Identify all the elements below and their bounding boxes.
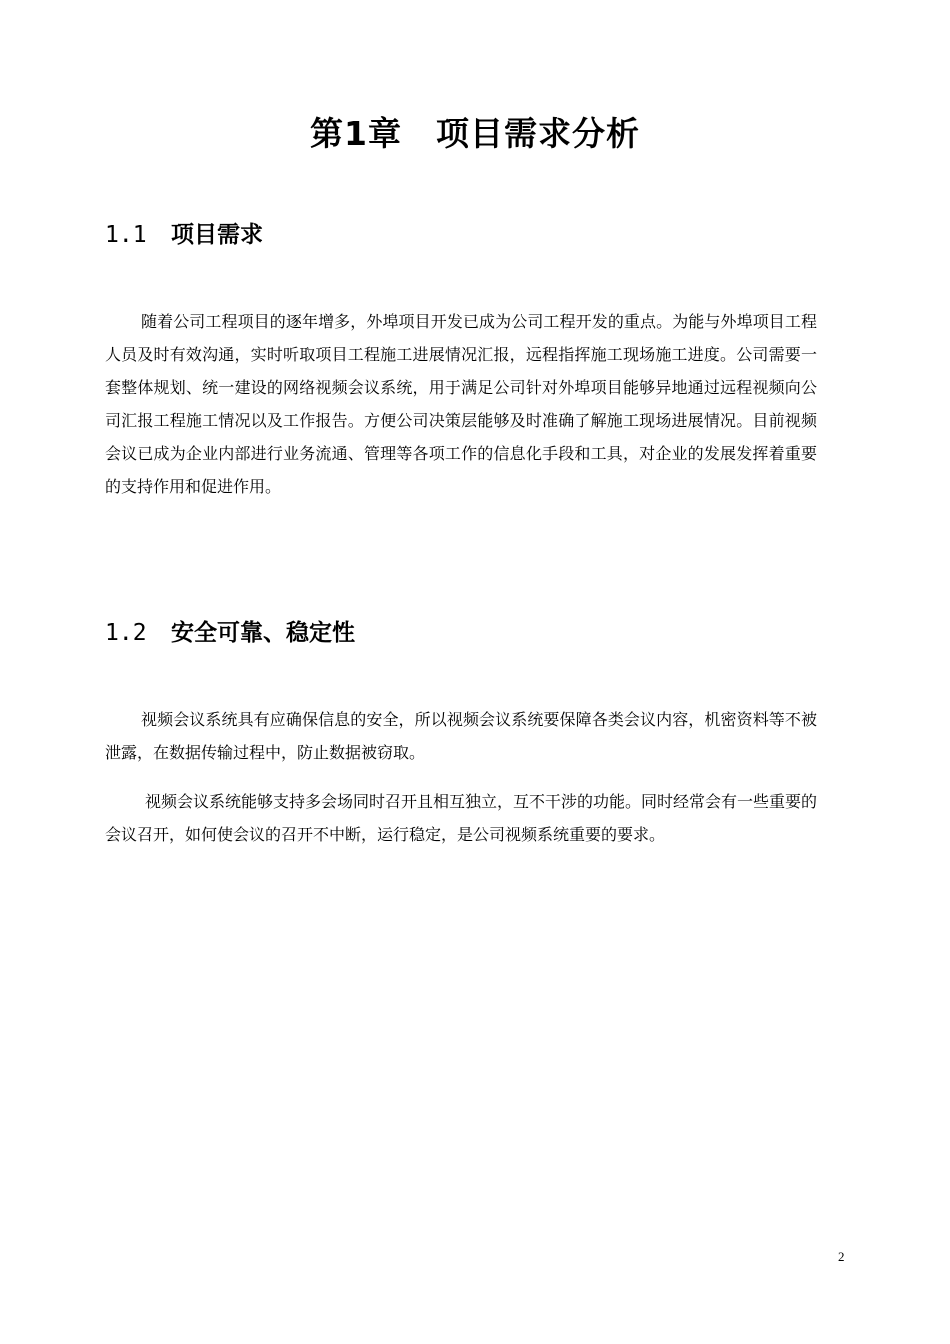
section-number: 1.1: [105, 222, 147, 248]
section-number: 1.2: [105, 620, 147, 646]
section-1-2-paragraph-1: 视频会议系统具有应确保信息的安全，所以视频会议系统要保障各类会议内容，机密资料等不被泄露，在数据传输过程中，防止数据被窃取。: [105, 710, 817, 762]
section-1-1-paragraph-1: 随着公司工程项目的逐年增多，外埠项目开发已成为公司工程开发的重点。为能与外埠项目工程人员及时有效沟通，实时听取项目工程施工进展情况汇报，远程指挥施工现场施工进度。公司需要一套整体规划、统一建设的网络视频会议系统，用于满足公司针对外埠项目能够异地通过远程视频向公司汇报工程施工情况以及工作报告。方便公司决策层能够及时准确了解施工现场进展情况。目前视频会议已成为企业内部进行业务流通、管理等各项工作的信息化手段和工具，对企业的发展发挥着重要的支持作用和促进作用。: [105, 312, 817, 496]
section-title: 项目需求: [171, 222, 263, 248]
section-heading-1-2: [105, 614, 355, 647]
section-1-2-paragraph-2: 视频会议系统能够支持多会场同时召开且相互独立，互不干涉的功能。同时经常会有一些重要的会议召开，如何使会议的召开不中断，运行稳定，是公司视频系统重要的要求。: [105, 792, 818, 844]
section-heading-1-1: [105, 216, 263, 249]
chapter-title: 第1章 项目需求分析: [310, 114, 640, 153]
page-number: 2: [838, 1249, 845, 1264]
section-title: 安全可靠、稳定性: [171, 620, 355, 646]
